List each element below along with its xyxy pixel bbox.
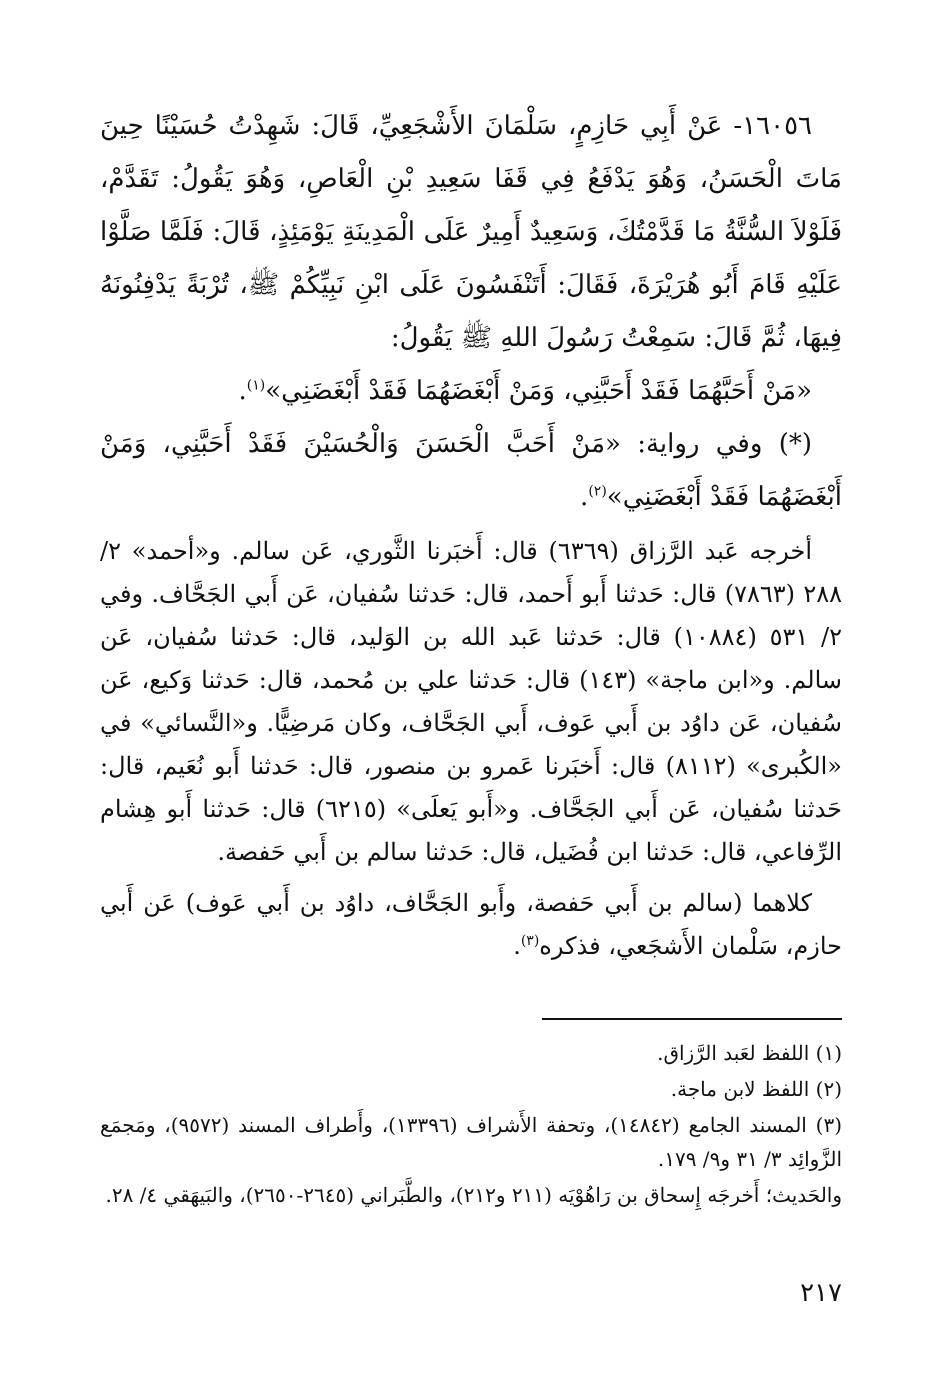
prophetic-quote: «مَنْ أَحَبَّهُمَا فَقَدْ أَحَبَّنِي، وَمَنْ أَبْغَضَهُمَا فَقَدْ أَبْغَضَنِي»$^{(١)}$.: [238, 376, 812, 406]
hadith-body: [100, 100, 842, 524]
takhrij-section: [100, 530, 842, 968]
footnotes: [100, 1036, 842, 1214]
footnote-divider: [542, 1018, 842, 1020]
hadith-opening-text: ١٦٠٥٦- عَنْ أَبِي حَازِمٍ، سَلْمَانَ الأَشْجَعِيِّ، قَالَ: شَهِدْتُ حُسَيْنًا حِينَ مَاتَ الْحَسَنُ، وَهُوَ يَدْفَعُ فِي قَفَا سَعِيدِ بْنِ الْعَاصِ، وَهُوَ يَقُولُ: تَقَدَّمْ، فَلَوْلاَ السُّنَّةُ مَا قَدَّمْتُكَ، وَسَعِيدٌ أَمِيرٌ عَلَى الْمَدِينَةِ يَوْمَئِذٍ، قَالَ: فَلَمَّا صَلَّوْا عَلَيْهِ قَامَ أَبُو هُرَيْرَةَ، فَقَالَ: أَتَنْفَسُونَ عَلَى ابْنِ نَبِيِّكُمْ ﷺ، تُرْبَةً يَدْفِنُونَهُ فِيهَا، ثُمَّ قَالَ: سَمِعْتُ رَسُولَ اللهِ ﷺ يَقُولُ:: [100, 111, 842, 353]
riwaya-text: (*) وفي رواية: «مَنْ أَحَبَّ الْحَسَنَ وَالْحُسَيْنَ فَقَدْ أَحَبَّنِي، وَمَنْ أَبْغَضَهُمَا فَقَدْ أَبْغَضَنِي»: [100, 429, 842, 512]
footnote-ref-1: (١): [246, 377, 266, 394]
takhrij-paragraph-1: أخرجه عَبد الرَّزاق (٦٣٦٩) قال: أَخبَرنا الثَّوري، عَن سالم. و«أحمد» ٢/ ٢٨٨ (٧٨٦٣) قال: حَدثنا أَبو أَحمد، قال: حَدثنا سُفيان، عَن أَبي الجَحَّاف. وفي ٢/ ٥٣١ (١٠٨٨٤) قال: حَدثنا عَبد الله بن الوَليد، قال: حَدثنا سُفيان، عَن سالم. و«ابن ماجة» (١٤٣) قال: حَدثنا علي بن مُحمد، قال: حَدثنا وَكيع، عَن سُفيان، عَن داوُد بن أَبي عَوف، أَبي الجَحَّاف، وكان مَرضِيًّا. و«النَّسائي» في «الكُبرى» (٨١١٢) قال: أَخبَرنا عَمرو بن منصور، قال: حَدثنا أَبو نُعَيم، قال: حَدثنا سُفيان، عَن أَبي الجَحَّاف. و«أَبو يَعلَى» (٦٢١٥) قال: حَدثنا أَبو هِشام الرِّفاعي، قال: حَدثنا ابن فُضَيل، قال: حَدثنا سالم بن أَبي حَفصة.: [100, 537, 843, 866]
book-page: [100, 100, 842, 1340]
footnote-hadith-note: والحَديث؛ أَخرجَه إِسحاق بن رَاهُوْيَه (٢١١ و٢١٢)، والطَّبَراني (٢٦٤٥-٢٦٥٠)، والبَيهَقي ٤/ ٢٨.: [105, 1183, 842, 1207]
takhrij-paragraph-2-text: كلاهما (سالم بن أَبي حَفصة، وأَبو الجَحَّاف، داوُد بن أَبي عَوف) عَن أَبي حازم، سَلْمان الأَشجَعي، فذكره: [100, 889, 842, 960]
hadith-opening: [100, 100, 842, 365]
riwaya: (*) وفي رواية: «مَنْ أَحَبَّ الْحَسَنَ وَالْحُسَيْنَ فَقَدْ أَحَبَّنِي، وَمَنْ أَبْغَضَهُمَا فَقَدْ أَبْغَضَنِي»$^{(٢)}$.: [100, 429, 842, 512]
takhrij-paragraph-2: كلاهما (سالم بن أَبي حَفصة، وأَبو الجَحَّاف، داوُد بن أَبي عَوف) عَن أَبي حازم، سَلْمان الأَشجَعي، فذكره$^{(٣)}$.: [100, 889, 842, 960]
footnote-ref-2: (٢): [588, 483, 607, 500]
footnote-ref-3: (٣): [520, 933, 540, 949]
footnote-1: (١) اللفظ لعَبد الرَّزاق.: [657, 1041, 842, 1065]
quote-text: «مَنْ أَحَبَّهُمَا فَقَدْ أَحَبَّنِي، وَمَنْ أَبْغَضَهُمَا فَقَدْ أَبْغَضَنِي»: [265, 376, 812, 406]
page-number: ٢١٧: [800, 1278, 842, 1308]
footnote-3: (٣) المسند الجامع (١٤٨٤٢)، وتحفة الأَشراف (١٣٣٩٦)، وأَطراف المسند (٩٥٧٢)، ومَجمَع الزَّوائِد ٣/ ٣١ و٩/ ١٧٩.: [100, 1113, 843, 1171]
footnote-2: (٢) اللفظ لابن ماجة.: [670, 1077, 842, 1101]
